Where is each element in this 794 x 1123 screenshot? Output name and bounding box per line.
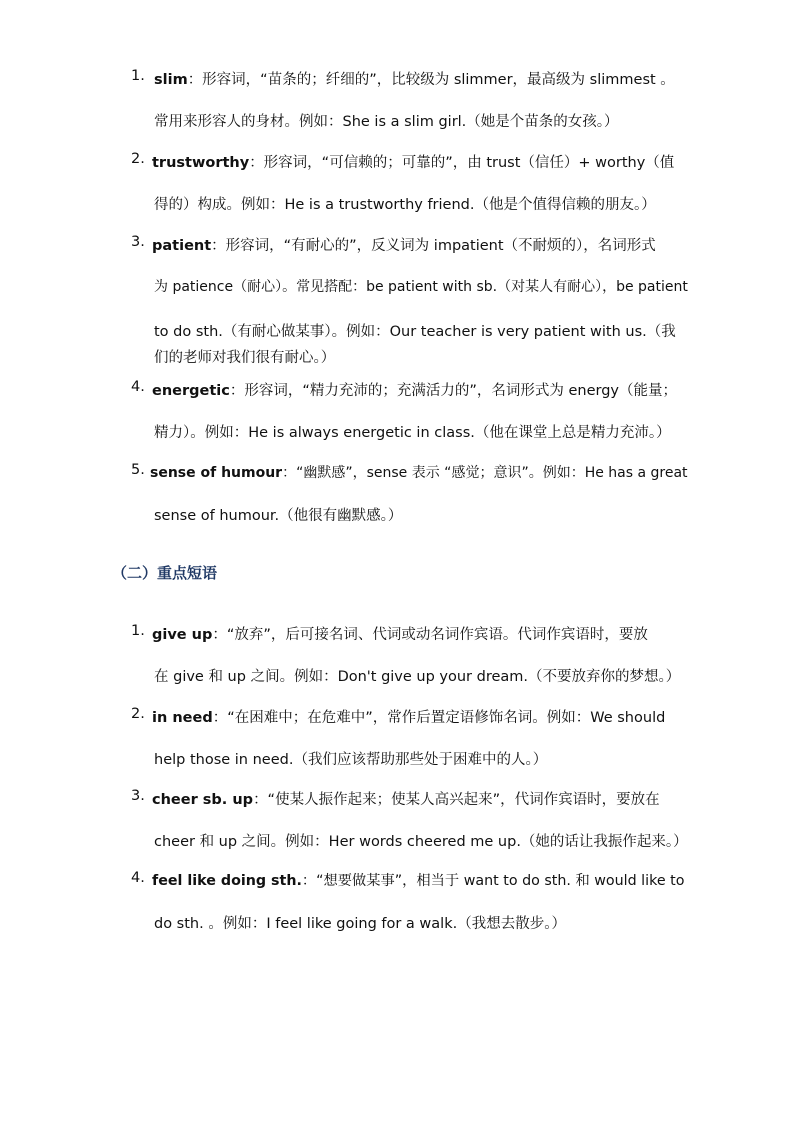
item-line bbox=[152, 788, 660, 809]
item-number: 3. bbox=[131, 234, 145, 250]
item-line: do sth. 。例如：I feel like going for a walk.（我想去散步。） bbox=[154, 916, 566, 932]
item-term: sense of humour bbox=[150, 465, 283, 481]
item-line bbox=[152, 234, 656, 255]
item-text: ：“在困难中；在危难中”，常作后置定语修饰名词。例如：We should bbox=[212, 710, 666, 726]
item-line: sense of humour.（他很有幽默感。） bbox=[154, 508, 403, 524]
item-text: ：形容词，“苗条的；纤细的”，比较级为 slimmer，最高级为 slimmest 。 bbox=[187, 72, 675, 88]
item-line bbox=[152, 706, 665, 727]
item-line: to do sth.（有耐心做某事）。例如：Our teacher is very patient with us.（我 bbox=[154, 324, 676, 340]
item-term: energetic bbox=[152, 383, 230, 399]
item-term: trustworthy bbox=[152, 155, 250, 171]
item-line bbox=[154, 68, 675, 89]
item-line bbox=[152, 151, 674, 172]
item-term: give up bbox=[152, 627, 213, 643]
item-line: 精力）。例如：He is always energetic in class.（他在课堂上总是精力充沛。） bbox=[154, 425, 671, 441]
item-term: patient bbox=[152, 238, 212, 254]
item-number: 2. bbox=[131, 151, 145, 167]
item-text: ：“使某人振作起来；使某人高兴起来”，代词作宾语时，要放在 bbox=[253, 792, 660, 808]
section-heading: （二）重点短语 bbox=[112, 564, 218, 582]
item-number: 4. bbox=[131, 870, 145, 886]
item-text: ：形容词，“可信赖的；可靠的”，由 trust（信任）+ worthy（值 bbox=[249, 155, 675, 171]
item-text: ：形容词，“有耐心的”，反义词为 impatient（不耐烦的），名词形式 bbox=[211, 238, 656, 254]
item-line bbox=[152, 379, 677, 400]
item-number: 3. bbox=[131, 788, 145, 804]
item-term: feel like doing sth. bbox=[152, 873, 302, 889]
item-line: cheer 和 up 之间。例如：Her words cheered me up.（她的话让我振作起来。） bbox=[154, 834, 688, 850]
item-term: cheer sb. up bbox=[152, 792, 254, 808]
item-term: in need bbox=[152, 710, 213, 726]
item-line: 在 give 和 up 之间。例如：Don't give up your dream.（不要放弃你的梦想。） bbox=[154, 669, 681, 685]
item-line: 常用来形容人的身材。例如：She is a slim girl.（她是个苗条的女孩。） bbox=[154, 114, 619, 130]
item-line bbox=[152, 623, 648, 644]
item-line bbox=[150, 462, 688, 482]
item-number: 5. bbox=[131, 462, 145, 478]
item-line bbox=[152, 870, 684, 890]
item-number: 1. bbox=[131, 623, 145, 639]
item-line: 得的）构成。例如：He is a trustworthy friend.（他是个值得信赖的朋友。） bbox=[154, 197, 656, 213]
item-text: ：“想要做某事”，相当于 want to do sth. 和 would like to bbox=[301, 873, 685, 889]
item-line: 为 patience（耐心）。常见搭配：be patient with sb.（对某人有耐心），be patient bbox=[154, 279, 688, 295]
item-term: slim bbox=[154, 72, 188, 88]
item-number: 1. bbox=[131, 68, 145, 84]
item-number: 4. bbox=[131, 379, 145, 395]
item-line: 们的老师对我们很有耐心。） bbox=[154, 350, 336, 366]
item-text: ：形容词，“精力充沛的；充满活力的”，名词形式为 energy（能量； bbox=[229, 383, 678, 399]
item-text: ：“放弃”，后可接名词、代词或动名词作宾语。代词作宾语时，要放 bbox=[212, 627, 648, 643]
item-line: help those in need.（我们应该帮助那些处于困难中的人。） bbox=[154, 752, 548, 768]
item-number: 2. bbox=[131, 706, 145, 722]
item-text: ：“幽默感”，sense 表示 “感觉；意识”。例如：He has a great bbox=[282, 465, 688, 481]
